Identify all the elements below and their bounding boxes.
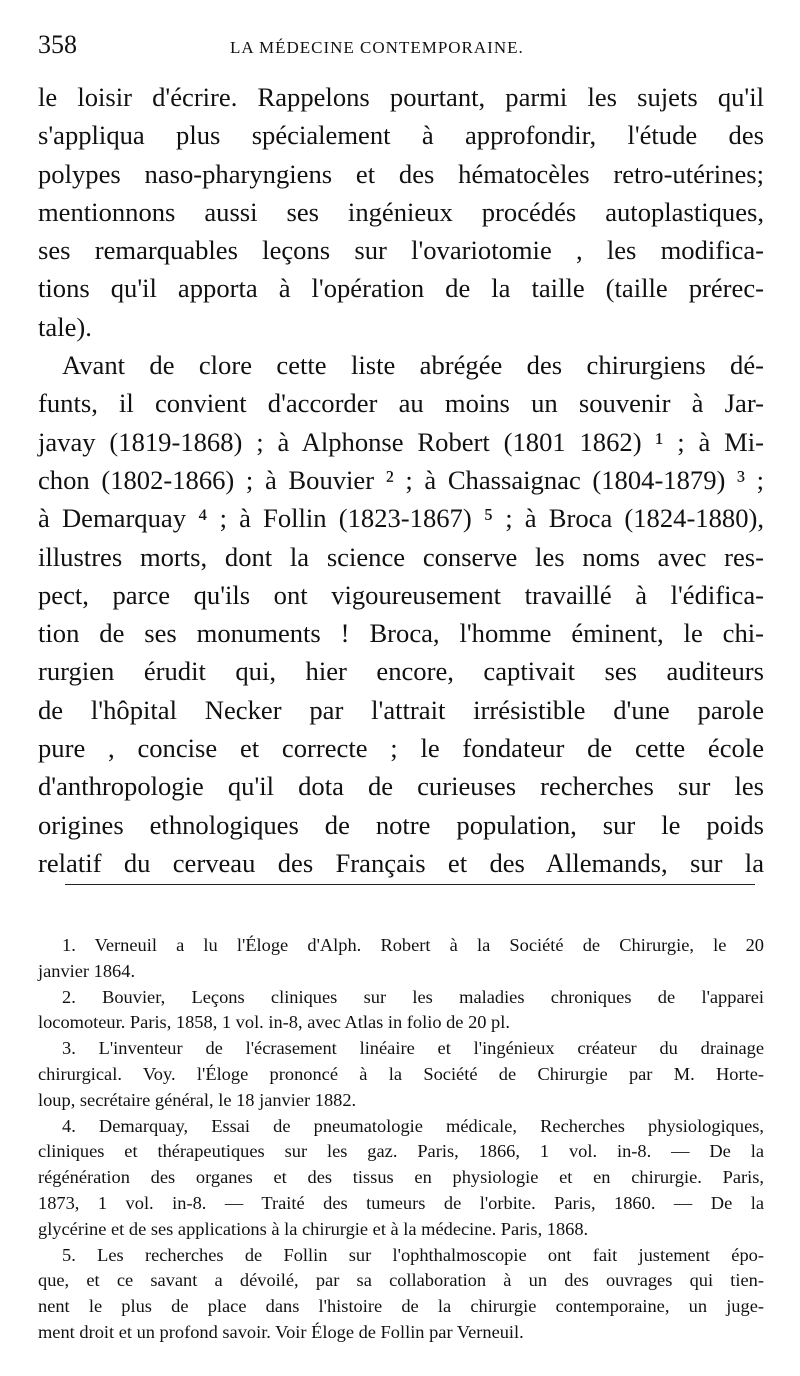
body-line: javay (1819-1868) ; à Alphonse Robert (1801 1862) ¹ ; à Mi- [38,426,764,457]
footnote-line: janvier 1864. [38,960,136,981]
body-line: de l'hôpital Necker par l'attrait irrésistible d'une parole [38,694,764,725]
body-line: tion de ses monuments ! Broca, l'homme éminent, le chi- [38,618,764,649]
footnote-line: cliniques et thérapeutiques sur les gaz. Paris, 1866, 1 vol. in-8. — De la [38,1141,764,1162]
footnote-line: ment droit et un profond savoir. Voir Éloge de Follin par Verneuil. [38,1321,524,1342]
footnote-line: que, et ce savant a dévoilé, par sa collaboration à un des ouvrages qui tien- [38,1270,764,1291]
body-line: illustres morts, dont la science conserve les noms avec res- [38,541,764,572]
body-line: pect, parce qu'ils ont vigoureusement travaillé à l'édifica- [38,579,764,610]
body-line: à Demarquay ⁴ ; à Follin (1823-1867) ⁵ ; à Broca (1824-1880), [38,503,764,534]
body-line: pure , concise et correcte ; le fondateur de cette école [38,733,764,764]
footnote-line: régénération des organes et des tissus en physiologie et en chirurgie. Paris, [38,1167,764,1188]
footnote-line: chirurgical. Voy. l'Éloge prononcé à la Société de Chirurgie par M. Horte- [38,1063,764,1084]
running-head: LA MÉDECINE CONTEMPORAINE. [230,38,524,57]
body-line: d'anthropologie qu'il dota de curieuses recherches sur les [38,771,764,802]
page-number: 358 [38,30,77,59]
footnote-line: 1873, 1 vol. in-8. — Traité des tumeurs de l'orbite. Paris, 1860. — De la [38,1192,764,1213]
body-line: tale). [38,311,92,342]
body-line: le loisir d'écrire. Rappelons pourtant, parmi les sujets qu'il [38,82,764,112]
body-line: tions qu'il apporta à l'opération de la taille (taille prérec- [38,273,764,304]
body-line: chon (1802-1866) ; à Bouvier ² ; à Chassaignac (1804-1879) ³ ; [38,464,764,495]
footnote-line: nent le plus de place dans l'histoire de la chirurgie contemporaine, un juge- [38,1296,764,1317]
footnote-line: 1. Verneuil a lu l'Éloge d'Alph. Robert à la Société de Chirurgie, le 20 [62,935,764,955]
footnotes [38,933,764,1346]
body-line: mentionnons aussi ses ingénieux procédés autoplastiques, [38,196,764,227]
body-line: ses remarquables leçons sur l'ovariotomie , les modifica- [38,235,764,266]
footnote-line: 4. Demarquay, Essai de pneumatologie médicale, Recherches physiologiques, [62,1115,764,1136]
body-line: s'appliqua plus spécialement à approfondir, l'étude des [38,120,764,151]
footnote-line: glycérine et de ses applications à la chirurgie et à la médecine. Paris, 1868. [38,1218,589,1239]
body-line: Avant de clore cette liste abrégée des chirurgiens dé- [62,350,764,381]
body-line: origines ethnologiques de notre population, sur le poids [38,809,764,840]
body-line: rurgien érudit qui, hier encore, captivait ses auditeurs [38,656,764,687]
body-line: polypes naso-pharyngiens et des hématocèles retro-utérines; [38,158,764,189]
footnote-line: locomoteur. Paris, 1858, 1 vol. in-8, avec Atlas in folio de 20 pl. [38,1012,510,1033]
footnote-line: 3. L'inventeur de l'écrasement linéaire et l'ingénieux créateur du drainage [62,1038,764,1059]
footnote-divider [65,884,755,885]
footnote-line: loup, secrétaire général, le 18 janvier 1882. [38,1089,357,1110]
footnote-line: 5. Les recherches de Follin sur l'ophthalmoscopie ont fait justement épo- [62,1244,764,1265]
body-line: funts, il convient d'accorder au moins un souvenir à Jar- [38,388,764,419]
body-text [38,78,764,882]
body-line: relatif du cerveau des Français et des Allemands, sur la [38,847,764,878]
page-header [38,30,762,70]
footnote-line: 2. Bouvier, Leçons cliniques sur les maladies chroniques de l'apparei [62,986,764,1007]
